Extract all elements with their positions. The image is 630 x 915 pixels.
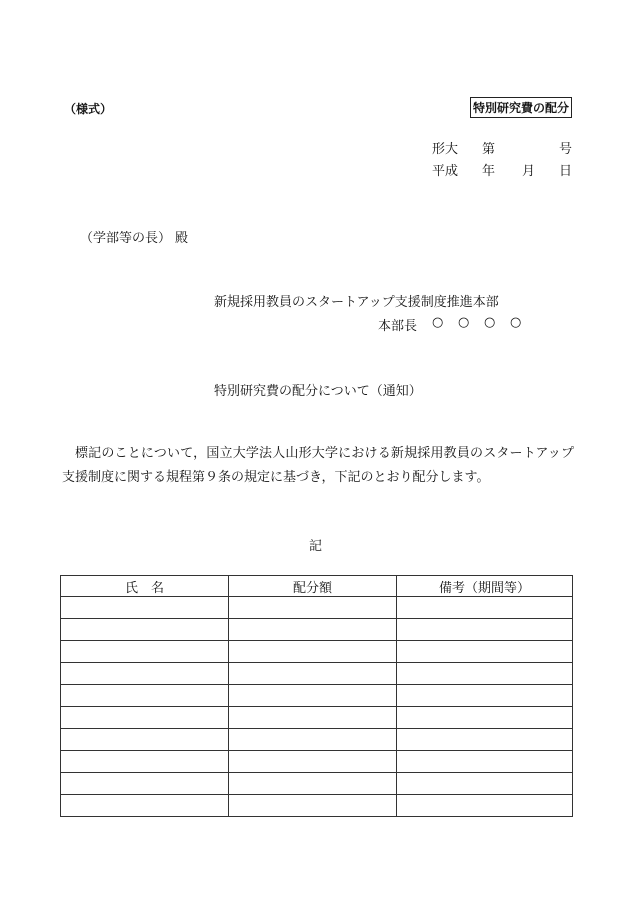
document-subject: 特別研究費の配分について（通知） <box>214 384 422 399</box>
cell-remarks <box>397 641 573 663</box>
allocation-table <box>60 575 573 817</box>
name-mark: ○ <box>484 315 496 330</box>
cell-amount <box>229 641 397 663</box>
date-year: 年 <box>482 164 496 179</box>
cell-remarks <box>397 619 573 641</box>
table-row <box>61 795 573 817</box>
header-remarks: 備考（期間等） <box>397 576 573 597</box>
cell-name <box>61 707 229 729</box>
form-title-box: 特別研究費の配分 <box>470 97 572 118</box>
cell-remarks <box>397 597 573 619</box>
cell-name <box>61 663 229 685</box>
doc-number-dai: 第 <box>482 142 496 157</box>
doc-number-prefix: 形大 <box>432 142 459 157</box>
sender-name-marks <box>432 315 536 330</box>
cell-name <box>61 729 229 751</box>
cell-amount <box>229 663 397 685</box>
table-row <box>61 707 573 729</box>
cell-name <box>61 597 229 619</box>
date-era: 平成 <box>432 164 459 179</box>
date-month: 月 <box>522 164 536 179</box>
cell-name <box>61 619 229 641</box>
cell-amount <box>229 619 397 641</box>
name-mark: ○ <box>432 315 444 330</box>
date-day: 日 <box>558 164 572 179</box>
cell-amount <box>229 773 397 795</box>
table-row <box>61 619 573 641</box>
cell-amount <box>229 751 397 773</box>
form-label: （様式） <box>64 102 113 116</box>
table-row <box>61 773 573 795</box>
table-row <box>61 597 573 619</box>
cell-remarks <box>397 773 573 795</box>
cell-amount <box>229 729 397 751</box>
document-date <box>432 160 572 179</box>
table-row <box>61 663 573 685</box>
cell-amount <box>229 707 397 729</box>
table-row <box>61 641 573 663</box>
table-header-row <box>61 576 573 597</box>
sender-organization: 新規採用教員のスタートアップ支援制度推進本部 <box>214 295 499 310</box>
document-number <box>432 138 572 157</box>
addressee-honorific: 殿 <box>175 231 189 246</box>
cell-amount <box>229 597 397 619</box>
cell-remarks <box>397 751 573 773</box>
cell-remarks <box>397 685 573 707</box>
cell-remarks <box>397 663 573 685</box>
table-body <box>61 597 573 817</box>
cell-remarks <box>397 795 573 817</box>
table-row <box>61 751 573 773</box>
cell-name <box>61 795 229 817</box>
ki-heading: 記 <box>309 539 323 554</box>
cell-amount <box>229 795 397 817</box>
header-amount: 配分額 <box>229 576 397 597</box>
name-mark: ○ <box>458 315 470 330</box>
cell-name <box>61 751 229 773</box>
sender-title: 本部長 <box>378 319 418 334</box>
cell-name <box>61 685 229 707</box>
addressee-name: （学部等の長） <box>80 231 172 246</box>
cell-name <box>61 641 229 663</box>
cell-name <box>61 773 229 795</box>
cell-remarks <box>397 707 573 729</box>
name-mark: ○ <box>510 315 522 330</box>
table-row <box>61 685 573 707</box>
cell-amount <box>229 685 397 707</box>
header-name: 氏 名 <box>61 576 229 597</box>
table-row <box>61 729 573 751</box>
cell-remarks <box>397 729 573 751</box>
body-paragraph: 標記のことについて，国立大学法人山形大学における新規採用教員のスタートアップ支援制度に関する規程第９条の規定に基づき，下記のとおり配分します。 <box>62 446 574 485</box>
doc-number-go: 号 <box>558 142 572 157</box>
